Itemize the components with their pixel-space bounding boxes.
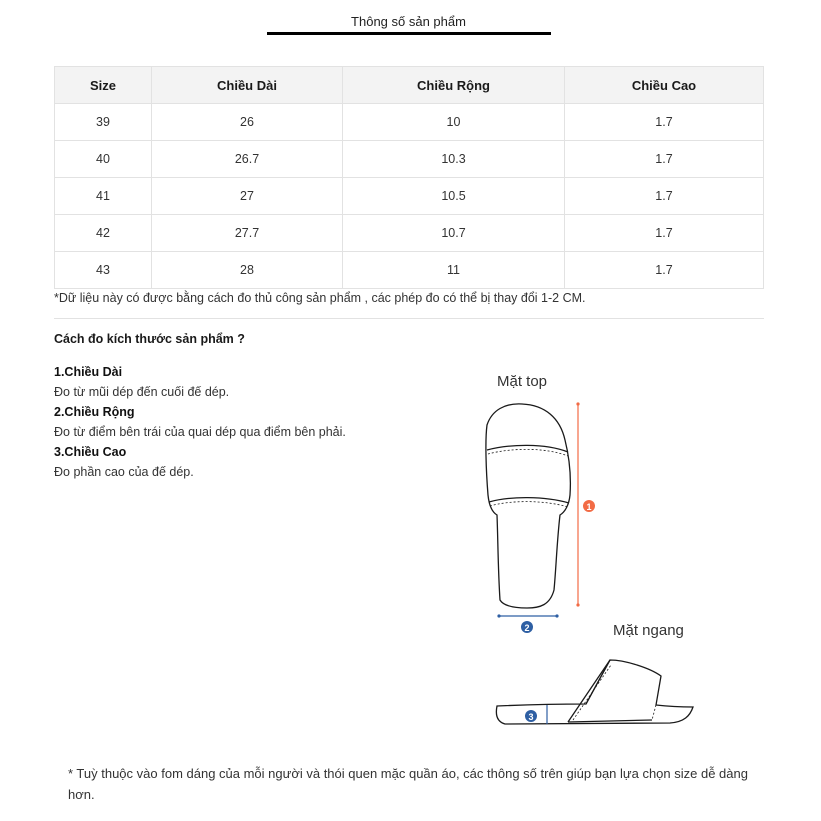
- height-marker: [525, 705, 547, 724]
- step-height-desc: Đo phần cao của đế dép.: [54, 465, 194, 479]
- table-row: [55, 215, 764, 252]
- step-width-title: 2.Chiều Rộng: [54, 405, 135, 419]
- cell-height: 1.7: [565, 178, 764, 215]
- width-marker: [497, 614, 558, 633]
- svg-text:2: 2: [524, 623, 530, 633]
- cell-width: 10.3: [343, 141, 565, 178]
- cell-width: 10.7: [343, 215, 565, 252]
- sandal-top-view-icon: [486, 404, 570, 608]
- cell-height: 1.7: [565, 252, 764, 289]
- section-divider: [54, 318, 764, 319]
- howto-steps: [54, 362, 346, 482]
- sandal-diagram: [470, 365, 730, 745]
- header-length: Chiều Dài: [152, 67, 343, 104]
- cell-width: 10.5: [343, 178, 565, 215]
- cell-length: 26: [152, 104, 343, 141]
- cell-length: 27: [152, 178, 343, 215]
- howto-title: Cách đo kích thước sản phẩm ?: [54, 332, 245, 346]
- cell-height: 1.7: [565, 215, 764, 252]
- table-header-row: [55, 67, 764, 104]
- step-length-desc: Đo từ mũi dép đến cuối đế dép.: [54, 385, 230, 399]
- header-size: Size: [55, 67, 152, 104]
- cell-size: 43: [55, 252, 152, 289]
- cell-size: 39: [55, 104, 152, 141]
- cell-length: 28: [152, 252, 343, 289]
- step-width-desc: Đo từ điểm bên trái của quai dép qua điểm bên phải.: [54, 425, 346, 439]
- measurement-note: *Dữ liệu này có được bằng cách đo thủ công sản phẩm , các phép đo có thể bị thay đổi 1-2 CM.: [54, 291, 586, 305]
- cell-width: 11: [343, 252, 565, 289]
- svg-text:3: 3: [528, 712, 534, 722]
- step-length-title: 1.Chiều Dài: [54, 365, 123, 379]
- cell-length: 27.7: [152, 215, 343, 252]
- fit-note: * Tuỳ thuộc vào fom dáng của mỗi người và thói quen mặc quần áo, các thông số trên giúp bạn lựa chọn size dễ dàng hơn.: [68, 766, 748, 802]
- header-height: Chiều Cao: [565, 67, 764, 104]
- length-marker: [576, 402, 595, 606]
- title-underline: [267, 32, 551, 35]
- header-width: Chiều Rộng: [343, 67, 565, 104]
- top-view-label: Mặt top: [497, 373, 548, 390]
- table-row: [55, 252, 764, 289]
- table-row: [55, 178, 764, 215]
- side-view-label: Mặt ngang: [613, 622, 684, 639]
- step-height-title: 3.Chiều Cao: [54, 445, 127, 459]
- cell-height: 1.7: [565, 141, 764, 178]
- page-title: Thông số sản phẩm: [351, 14, 466, 29]
- cell-size: 42: [55, 215, 152, 252]
- size-spec-table: [54, 66, 764, 289]
- cell-length: 26.7: [152, 141, 343, 178]
- cell-width: 10: [343, 104, 565, 141]
- svg-text:1: 1: [586, 502, 592, 512]
- table-row: [55, 141, 764, 178]
- cell-size: 41: [55, 178, 152, 215]
- table-row: [55, 104, 764, 141]
- cell-size: 40: [55, 141, 152, 178]
- cell-height: 1.7: [565, 104, 764, 141]
